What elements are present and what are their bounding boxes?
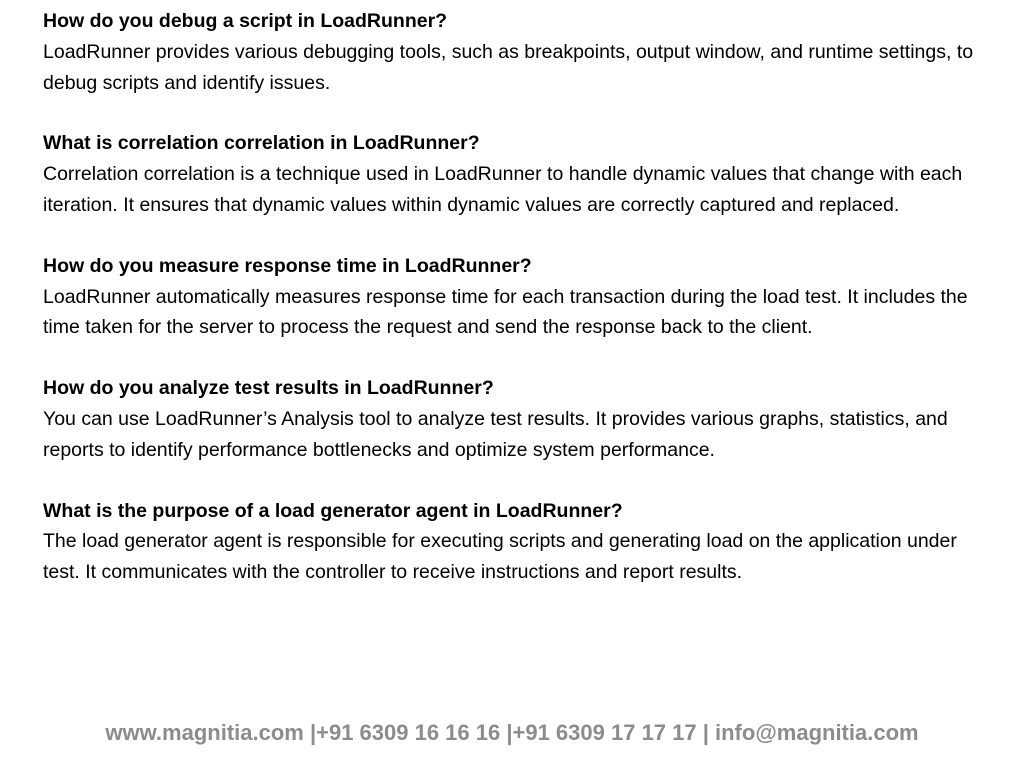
question-heading: How do you measure response time in LoadRunner? — [43, 254, 532, 277]
question-heading: How do you debug a script in LoadRunner? — [43, 10, 448, 32]
answer-text: The load generator agent is responsible for executing scripts and generating load on the application under test. It communicates with the controller to receive instructions and report results. — [43, 530, 957, 584]
qa-item — [43, 373, 993, 465]
question-heading: What is the purpose of a load generator agent in LoadRunner? — [43, 499, 623, 522]
qa-item — [43, 251, 993, 343]
question-heading: What is correlation correlation in LoadRunner? — [43, 132, 480, 155]
qa-item — [43, 496, 993, 588]
contact-footer: www.magnitia.com |+91 6309 16 16 16 |+91 6309 17 17 17 | info@magnitia.com — [105, 720, 919, 745]
qa-item — [43, 128, 993, 220]
answer-text: LoadRunner automatically measures response time for each transaction during the load test. It includes the time taken for the server to process the request and send the response back to the client. — [43, 285, 968, 339]
qa-content — [43, 6, 993, 618]
question-heading: How do you analyze test results in LoadRunner? — [43, 377, 494, 400]
answer-text: You can use LoadRunner’s Analysis tool to analyze test results. It provides various graphs, statistics, and reports to identify performance bottlenecks and optimize system performance. — [43, 407, 948, 461]
answer-text: Correlation correlation is a technique used in LoadRunner to handle dynamic values that change with each iteration. It ensures that dynamic values within dynamic values are correctly captured and replaced. — [43, 163, 963, 216]
qa-item — [43, 6, 993, 98]
answer-text: LoadRunner provides various debugging tools, such as breakpoints, output window, and runtime settings, to debug scripts and identify issues. — [43, 40, 974, 94]
